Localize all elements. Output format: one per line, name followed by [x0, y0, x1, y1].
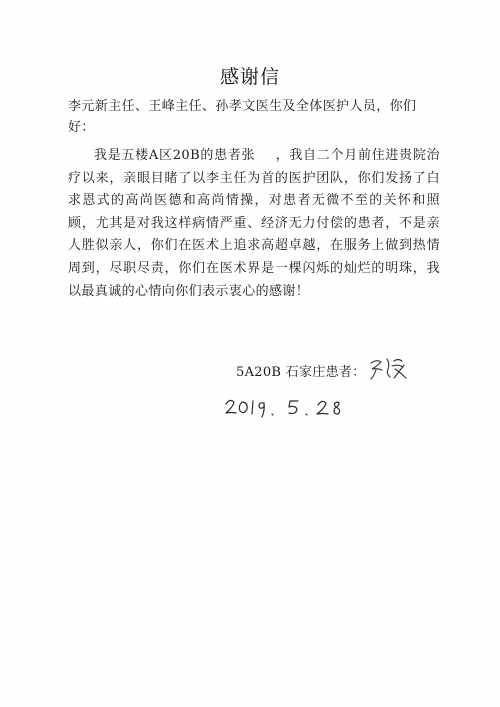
signature-line [236, 355, 414, 385]
signature-scribble-icon [368, 355, 414, 381]
signature-label: 5A20B 石家庄患者： [236, 364, 366, 380]
handwritten-date [222, 392, 362, 426]
letter-body-rest: ，我自二个月前住进贵院治疗以来，亲眼目睹了以李主任为首的医护团队，你们发扬了白求恩式的高尚医德和高尚情操，对患者无微不至的关怀和照顾，尤其是对我这样病情严重、经济无力付偿的患者，不是亲人胜似亲人，你们在医术上追求高超卓越，在服务上做到热情周到，尽职尽责，你们在医术界是一棵闪烁的灿烂的明珠，我以最真诚的心情向你们表示衷心的感谢！ [68, 148, 440, 299]
letter-body [68, 145, 440, 303]
handwritten-signature [368, 355, 414, 385]
handwritten-date-scribble [222, 392, 362, 422]
letter-title: 感谢信 [219, 66, 280, 88]
letter-body-start: 我是五楼A区20B的患者张 [94, 148, 256, 163]
letter-salutation: 李元新主任、王峰主任、孙孝文医生及全体医护人员，你们好： [68, 99, 417, 135]
